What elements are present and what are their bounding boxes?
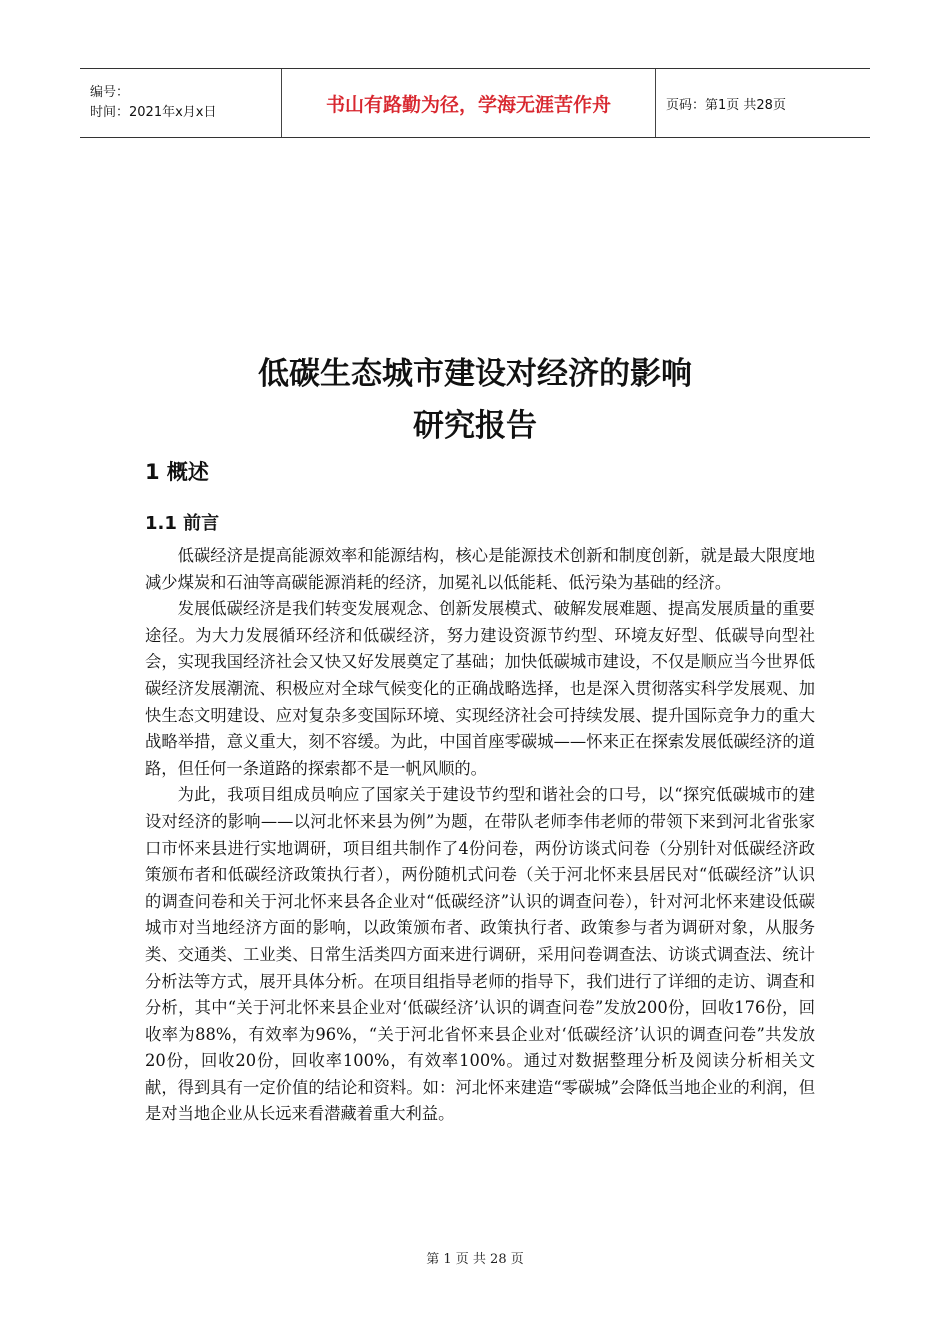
document-title-line1: 低碳生态城市建设对经济的影响	[258, 356, 692, 392]
paragraph: 为此，我项目组成员响应了国家关于建设节约型和谐社会的口号，以“探究低碳城市的建设对经济的影响——以河北怀来县为例”为题，在带队老师李伟老师的带领下来到河北省张家口市怀来县进行实地调研，项目组共制作了4份问卷，两份访谈式问卷（分别针对低碳经济政策颁布者和低碳经济政策执行者），两份随机式问卷（关于河北怀来县居民对“低碳经济”认识的调查问卷和关于河北怀来县各企业对“低碳经济”认识的调查问卷），针对河北怀来建设低碳城市对当地经济方面的影响，以政策颁布者、政策执行者、政策参与者为调研对象，从服务类、交通类、工业类、日常生活类四方面来进行调研，采用问卷调查法、访谈式调查法、统计分析法等方式，展开具体分析。在项目组指导老师的指导下，我们进行了详细的走访、调查和分析，其中“关于河北怀来县企业对‘低碳经济’认识的调查问卷”发放200份，回收176份，回收率为88%，有效率为96%，“关于河北省怀来县企业对‘低碳经济’认识的调查问卷”共发放20份，回收20份，回收率100%，有效率100%。通过对数据整理分析及阅读分析相关文献，得到具有一定价值的结论和资料。如：河北怀来建造“零碳城”会降低当地企业的利润，但是对当地企业从长远来看潜藏着重大利益。	[145, 785, 815, 1124]
page-header	[80, 68, 870, 138]
footer-page-number: 第 1 页 共 28 页	[426, 1252, 524, 1267]
document-number-label: 编号：	[90, 85, 130, 100]
header-meta	[80, 69, 282, 137]
motto-text: 书山有路勤为径，学海无涯苦作舟	[325, 93, 611, 116]
page-footer	[0, 1248, 950, 1267]
header-motto	[282, 69, 656, 137]
document-date-label: 时间：2021年x月x日	[90, 105, 217, 120]
page-info-text: 页码：第1页 共28页	[666, 97, 786, 113]
section-heading: 1 概述	[145, 460, 209, 484]
document-title-line2: 研究报告	[413, 408, 537, 444]
paragraph: 低碳经济是提高能源效率和能源结构，核心是能源技术创新和制度创新，就是最大限度地减少煤炭和石油等高碳能源消耗的经济，加冕礼以低能耗、低污染为基础的经济。	[145, 546, 815, 592]
paragraph: 发展低碳经济是我们转变发展观念、创新发展模式、破解发展难题、提高发展质量的重要途径。为大力发展循环经济和低碳经济，努力建设资源节约型、环境友好型、低碳导向型社会，实现我国经济社会又快又好发展奠定了基础；加快低碳城市建设，不仅是顺应当今世界低碳经济发展潮流、积极应对全球气候变化的正确战略选择，也是深入贯彻落实科学发展观、加快生态文明建设、应对复杂多变国际环境、实现经济社会可持续发展、提升国际竞争力的重大战略举措，意义重大，刻不容缓。为此，中国首座零碳城——怀来正在探索发展低碳经济的道路，但任何一条道路的探索都不是一帆风顺的。	[145, 599, 815, 778]
document-body	[145, 543, 815, 1128]
header-page-info	[656, 69, 870, 137]
subsection-heading: 1.1 前言	[145, 513, 220, 534]
